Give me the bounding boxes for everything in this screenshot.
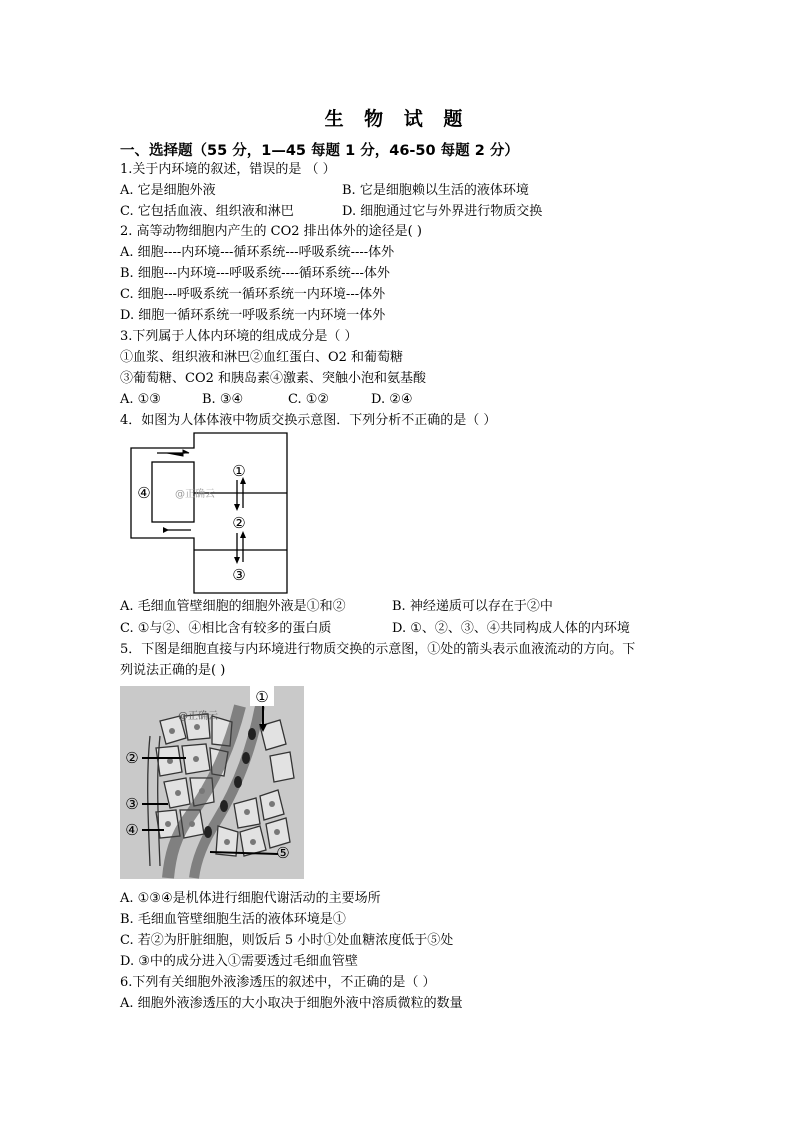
- q3-item-line-1: ①血浆、组织液和淋巴②血红蛋白、O2 和葡萄糖: [120, 350, 404, 365]
- q2-option-d: D. 细胞一循环系统一呼吸系统一内环境一体外: [120, 308, 386, 323]
- q4-option-b: B. 神经递质可以存在于②中: [392, 599, 553, 614]
- q5-option-c: C. 若②为肝脏细胞，则饭后 5 小时①处血糖浓度低于⑤处: [120, 933, 454, 948]
- q5-label-4: ④: [125, 821, 139, 839]
- q3-stem: 3.下列属于人体内环境的组成成分是（ ）: [120, 329, 358, 344]
- q5-stem-line-1: 5．下图是细胞直接与内环境进行物质交换的示意图，①处的箭头表示血液流动的方向。下: [120, 642, 636, 657]
- q4-label-4: ④: [137, 484, 151, 502]
- q6-option-a: A. 细胞外液渗透压的大小取决于细胞外液中溶质微粒的数量: [120, 996, 463, 1011]
- q5-option-d: D. ③中的成分进入①需要透过毛细血管壁: [120, 954, 358, 969]
- q1-option-d: D. 细胞通过它与外界进行物质交换: [342, 204, 543, 219]
- q2-option-c: C. 细胞---呼吸系统一循环系统一内环境---体外: [120, 287, 386, 302]
- q4-option-d: D. ①、②、③、④共同构成人体的内环境: [392, 621, 630, 636]
- q2-stem: 2. 高等动物细胞内产生的 CO2 排出体外的途径是( ): [120, 224, 422, 239]
- q3-option-d: D. ②④: [371, 392, 413, 407]
- q2-option-b: B. 细胞---内环境---呼吸系统----循环系统---体外: [120, 266, 390, 281]
- q5-label-2: ②: [125, 749, 139, 767]
- q4-body-fluid-diagram: [127, 430, 297, 598]
- q5-option-b: B. 毛细血管壁细胞生活的液体环境是①: [120, 912, 346, 927]
- q4-watermark: @正确云: [175, 489, 215, 500]
- q5-option-a: A. ①③④是机体进行细胞代谢活动的主要场所: [120, 891, 381, 906]
- q3-option-a: A. ①③: [120, 392, 161, 407]
- q6-stem: 6.下列有关细胞外液渗透压的叙述中，不正确的是（ ）: [120, 975, 436, 990]
- q4-label-1: ①: [232, 462, 246, 480]
- q4-option-a: A. 毛细血管壁细胞的细胞外液是①和②: [120, 599, 346, 614]
- q1-option-c: C. 它包括血液、组织液和淋巴: [120, 204, 294, 219]
- page-title: 生 物 试 题: [324, 108, 470, 130]
- q3-option-c: C. ①②: [288, 392, 330, 407]
- q1-stem: 1.关于内环境的叙述，错误的是 （ ）: [120, 162, 336, 177]
- section-heading: 一、选择题（55 分，1—45 每题 1 分，46-50 每题 2 分）: [120, 143, 519, 159]
- q4-option-c: C. ①与②、④相比含有较多的蛋白质: [120, 621, 332, 636]
- q4-label-3: ③: [232, 566, 246, 584]
- q3-option-b: B. ③④: [202, 392, 244, 407]
- q5-watermark: @正确云: [178, 711, 218, 722]
- q5-label-3: ③: [125, 795, 139, 813]
- q5-stem-line-2: 列说法正确的是( ): [120, 663, 226, 678]
- q5-label-1: ①: [255, 688, 269, 706]
- q4-stem: 4．如图为人体体液中物质交换示意图．下列分析不正确的是（ ）: [120, 413, 497, 428]
- q1-option-b: B. 它是细胞赖以生活的液体环境: [342, 183, 529, 198]
- q3-item-line-2: ③葡萄糖、CO2 和胰岛素④激素、突触小泡和氨基酸: [120, 371, 427, 386]
- q5-tissue-exchange-diagram: [120, 686, 304, 879]
- q4-label-2: ②: [232, 514, 246, 532]
- q2-option-a: A. 细胞----内环境---循环系统---呼吸系统----体外: [120, 245, 395, 260]
- q5-label-5: ⑤: [276, 844, 290, 862]
- q1-option-a: A. 它是细胞外液: [120, 183, 216, 198]
